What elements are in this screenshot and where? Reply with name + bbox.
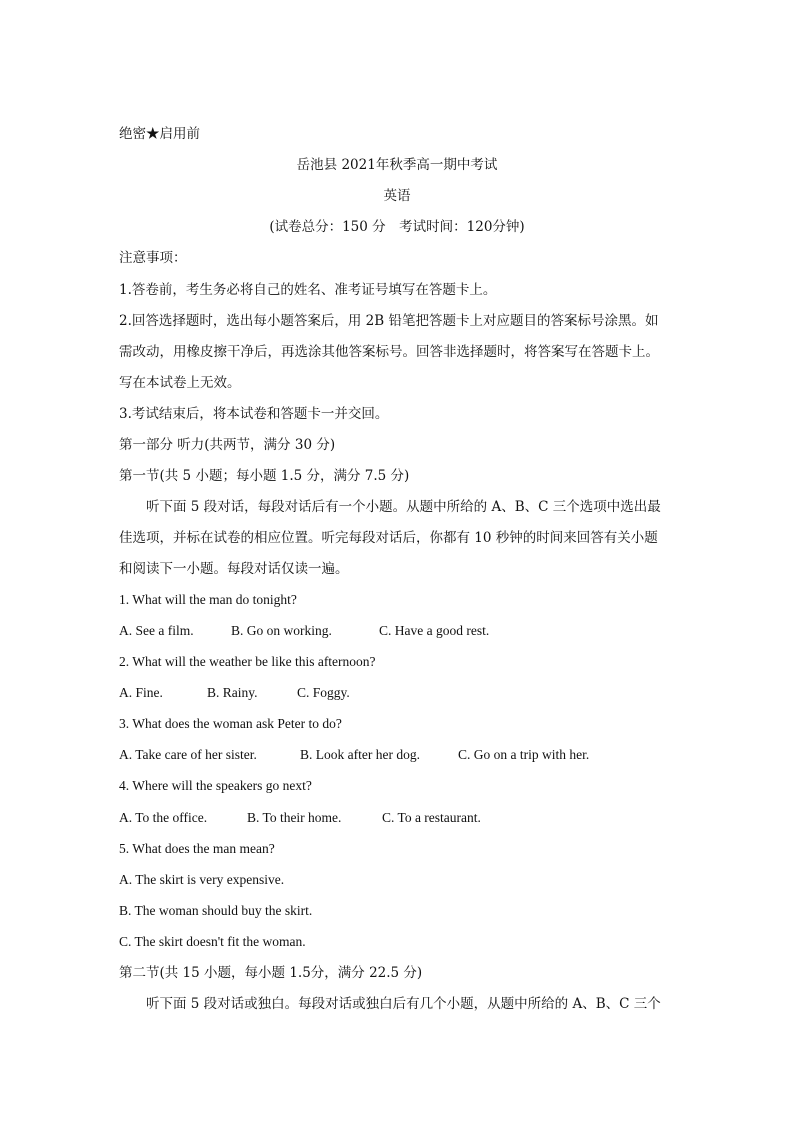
section2-instructions-line-1: 听下面 5 段对话或独白。每段对话或独白后有几个小题，从题中所给的 A、B、C 三个	[146, 996, 661, 1012]
question-2-option-b: B. Rainy.	[207, 685, 258, 700]
question-2-options	[119, 683, 675, 703]
part1-heading: 第一部分 听力(共两节，满分 30 分)	[119, 437, 336, 453]
question-1: 1. What will the man do tonight?	[119, 592, 297, 607]
subject-title: 英语	[383, 188, 411, 204]
section1-instructions-line-3: 和阅读下一小题。每段对话仅读一遍。	[119, 561, 349, 577]
section1-heading: 第一节(共 5 小题；每小题 1.5 分，满分 7.5 分)	[119, 468, 410, 484]
question-3-options	[119, 745, 675, 765]
section1-instructions-line-2: 佳选项，并标在试卷的相应位置。听完每段对话后，你都有 10 秒钟的时间来回答有关小题	[119, 530, 658, 546]
section1-instructions-line-1: 听下面 5 段对话，每段对话后有一个小题。从题中所给的 A、B、C 三个选项中选出最	[146, 499, 661, 515]
note-item-2-line-3: 写在本试卷上无效。	[119, 375, 241, 391]
note-item-3: 3.考试结束后，将本试卷和答题卡一并交回。	[119, 406, 389, 422]
exam-title: 岳池县 2021年秋季高一期中考试	[296, 157, 498, 173]
section2-heading: 第二节(共 15 小题，每小题 1.5分，满分 22.5 分)	[119, 965, 423, 981]
question-5: 5. What does the man mean?	[119, 841, 275, 856]
question-3-option-a: A. Take care of her sister.	[119, 747, 257, 762]
question-2: 2. What will the weather be like this afternoon?	[119, 654, 376, 669]
exam-info: (试卷总分：150 分 考试时间：120分钟)	[269, 219, 525, 235]
question-5-option-c: C. The skirt doesn't fit the woman.	[119, 934, 306, 949]
question-4-options	[119, 808, 675, 828]
question-3-option-b: B. Look after her dog.	[300, 747, 420, 762]
question-5-option-b: B. The woman should buy the skirt.	[119, 903, 313, 918]
question-4-option-a: A. To the office.	[119, 810, 208, 825]
note-item-1: 1.答卷前，考生务必将自己的姓名、准考证号填写在答题卡上。	[119, 282, 497, 298]
question-4-option-b: B. To their home.	[247, 810, 342, 825]
question-1-option-c: C. Have a good rest.	[379, 623, 490, 638]
notes-heading: 注意事项：	[119, 250, 187, 266]
question-3: 3. What does the woman ask Peter to do?	[119, 716, 342, 731]
question-4-option-c: C. To a restaurant.	[382, 810, 481, 825]
question-3-option-c: C. Go on a trip with her.	[458, 747, 590, 762]
secret-mark: 绝密★启用前	[119, 126, 200, 142]
note-item-2-line-2: 需改动，用橡皮擦干净后，再选涂其他答案标号。回答非选择题时，将答案写在答题卡上。	[119, 344, 659, 360]
question-4: 4. Where will the speakers go next?	[119, 778, 312, 793]
question-1-options	[119, 621, 675, 641]
question-5-option-a: A. The skirt is very expensive.	[119, 872, 285, 887]
question-1-option-b: B. Go on working.	[231, 623, 332, 638]
question-2-option-a: A. Fine.	[119, 685, 163, 700]
question-2-option-c: C. Foggy.	[297, 685, 350, 700]
question-1-option-a: A. See a film.	[119, 623, 194, 638]
note-item-2-line-1: 2.回答选择题时，选出每小题答案后，用 2B 铅笔把答题卡上对应题目的答案标号涂黑。如	[119, 313, 659, 329]
